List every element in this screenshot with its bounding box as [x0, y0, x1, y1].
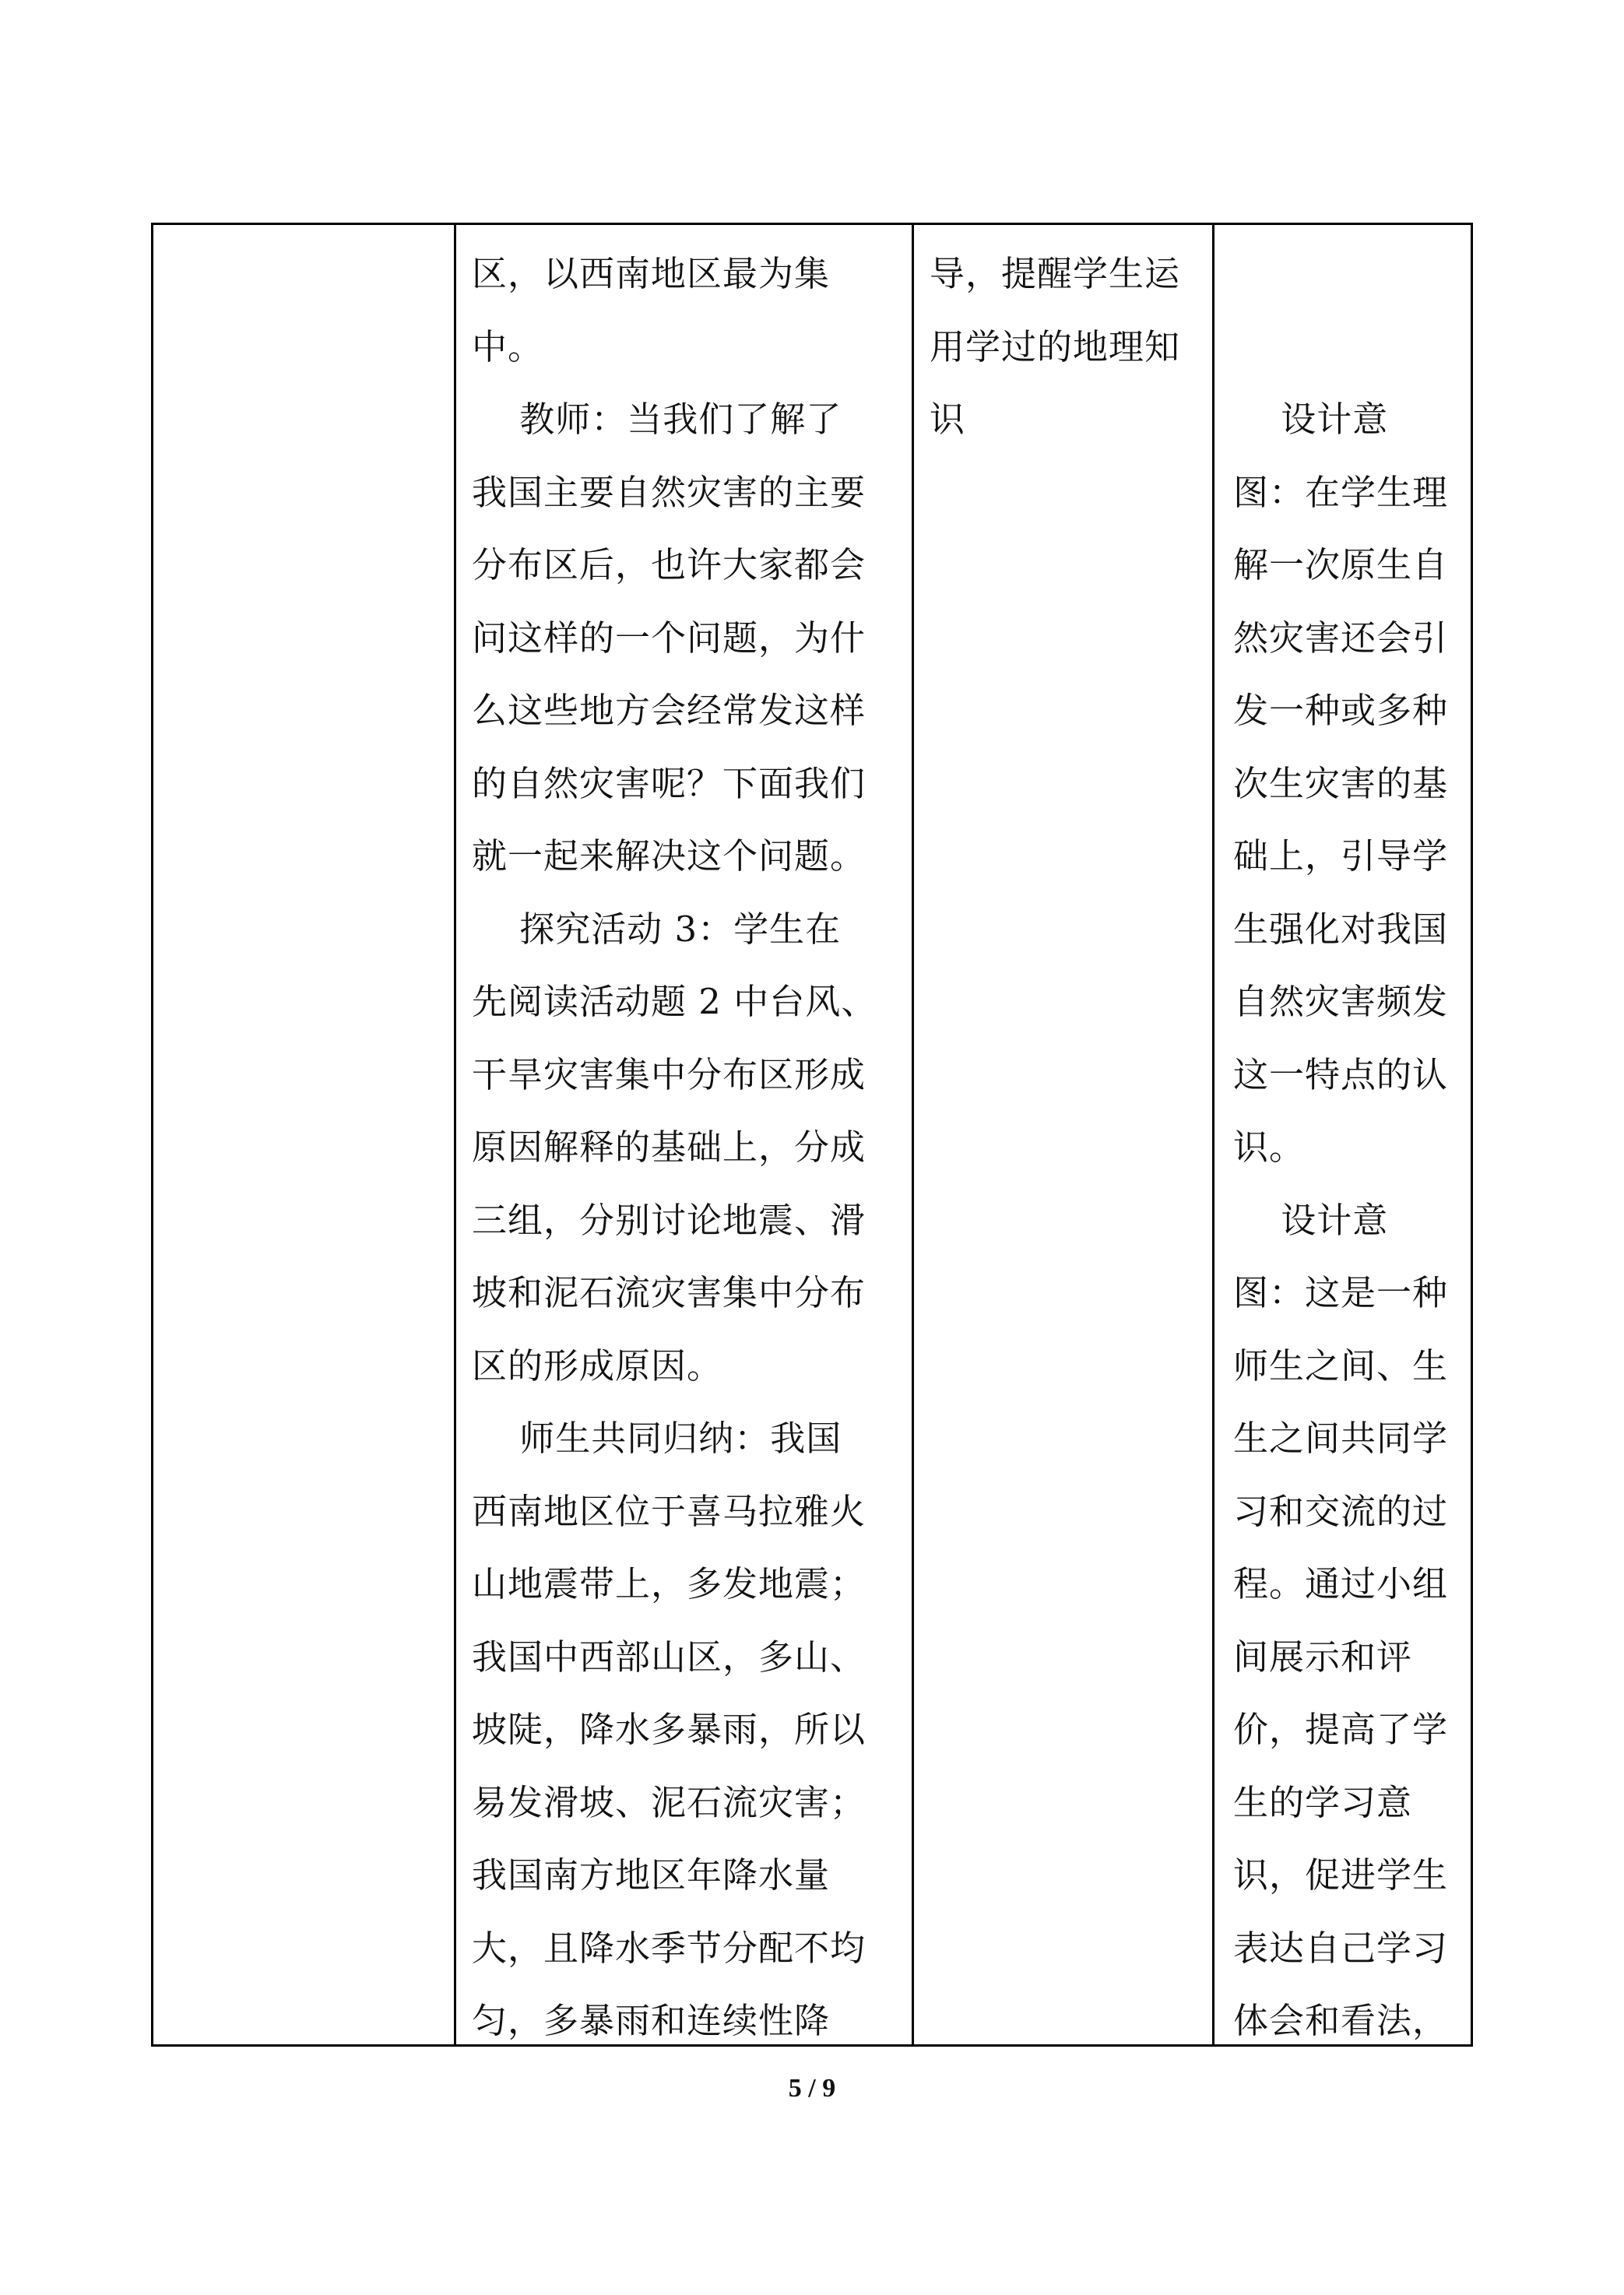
- cell-text-teaching-process: 区，以西南地区最为集 中。 教师：当我们了解了 我国主要自然灾害的主要 分布区后，也许大家都会 问这样的一个问题，为什 么这些地方会经常发这样 的自然灾害呢？下面我们 就一起来解决这个问题。 探究活动 3：学生在 先阅读活动题 2 中台风、 干旱灾害集中分布区形成 原因解释的基础上，分成 三组，分别讨论地震、滑 坡和泥石流灾害集中分布 区的形成原因。 师生共同归纳：我国 西南地区位于喜马拉雅火 山地震带上，多发地震； 我国中西部山区，多山、 坡陡，降水多暴雨，所以 易发滑坡、泥石流灾害； 我国南方地区年降水量 大，且降水季节分配不均 匀，多暴雨和连续性降: [472, 253, 877, 2041]
- cell-text-student-activity: 导，提醒学生运 用学过的地理知 识: [930, 253, 1181, 440]
- page-number: 5 / 9: [788, 2074, 836, 2103]
- table-cell-teaching-process: [456, 225, 914, 2044]
- table-cell-col1: [153, 225, 456, 2044]
- table-cell-student-activity: [914, 225, 1214, 2044]
- table-cell-design-intent: [1214, 225, 1471, 2044]
- cell-spacer: [1214, 237, 1471, 383]
- lesson-table: [151, 223, 1473, 2047]
- cell-text-design-intent: 设计意 图：在学生理 解一次原生自 然灾害还会引 发一种或多种 次生灾害的基 础上，引导学 生强化对我国 自然灾害频发 这一特点的认 识。 设计意 图：这是一种 师生之间、生 生之间共同学 习和交流的过 程。通过小组 间展示和评 价，提高了学 生的学习意 识，促进学生 表达自己学习 体会和看法，: [1233, 399, 1449, 2041]
